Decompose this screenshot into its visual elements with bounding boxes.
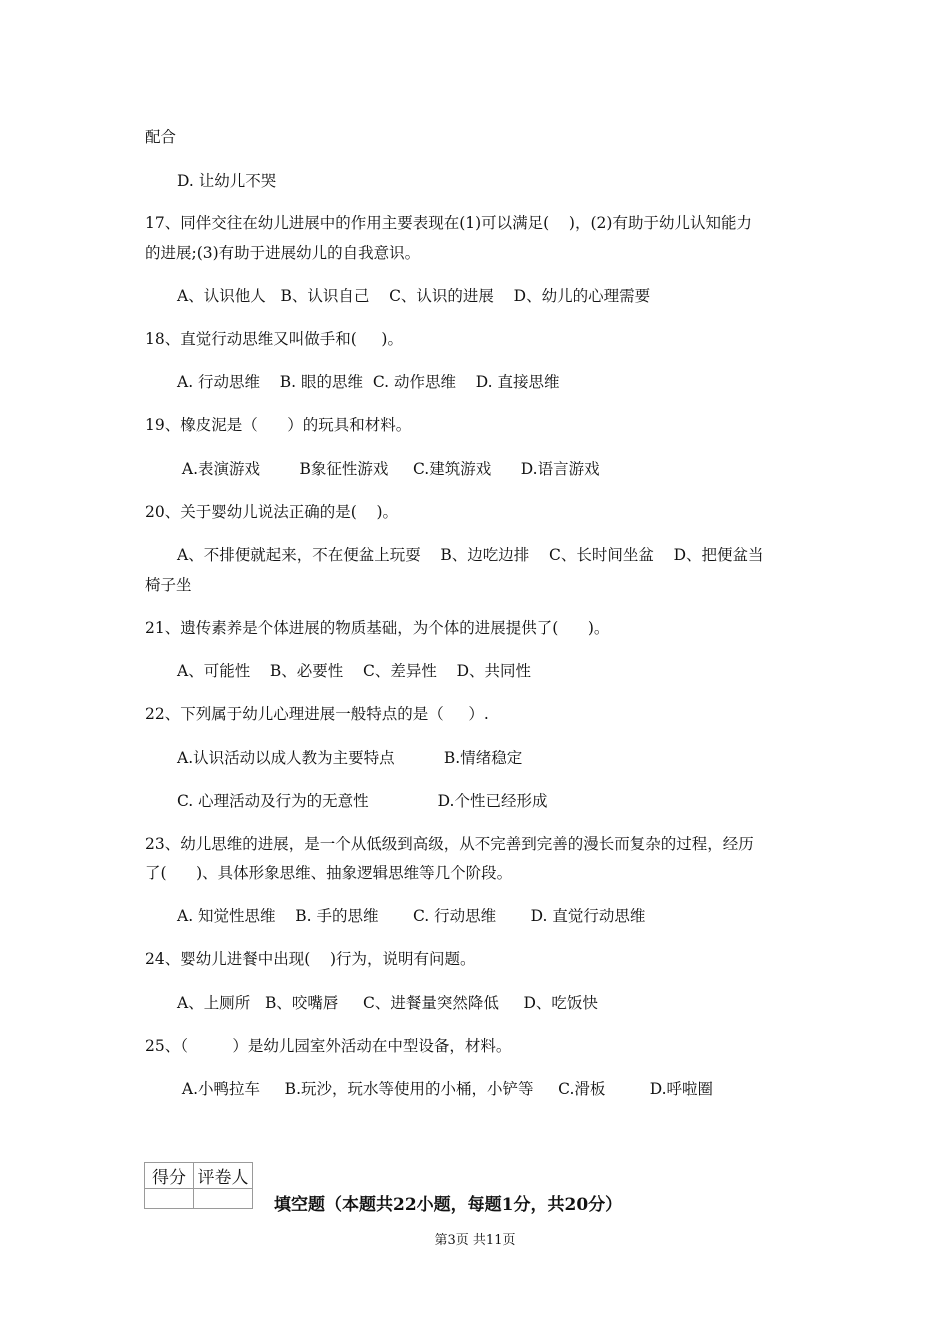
q23-stem-line2: 了( )、具体形象思维、抽象逻辑思维等几个阶段。 — [145, 864, 513, 882]
q21-options: A、可能性 B、必要性 C、差异性 D、共同性 — [177, 662, 531, 680]
q20-stem: 20、关于婴幼儿说法正确的是( )。 — [145, 503, 399, 521]
q20-options-line1: A、不排便就起来，不在便盆上玩耍 B、边吃边排 C、长时间坐盆 D、把便盆当 — [177, 546, 764, 564]
q17-stem-line2: 的进展;(3)有助于进展幼儿的自我意识。 — [145, 244, 421, 262]
page-footer: 第3页 共11页 — [434, 1233, 516, 1248]
q18-options: A. 行动思维 B. 眼的思维 C. 动作思维 D. 直接思维 — [177, 373, 560, 391]
grader-label: 评卷人 — [194, 1163, 253, 1189]
section-title: 填空题（本题共22小题，每题1分，共20分） — [274, 1195, 623, 1215]
q22-stem: 22、下列属于幼儿心理进展一般特点的是（ ）. — [145, 705, 489, 723]
q24-options: A、上厕所 B、咬嘴唇 C、进餐量突然降低 D、吃饭快 — [177, 994, 598, 1012]
q17-options: A、认识他人 B、认识自己 C、认识的进展 D、幼儿的心理需要 — [177, 287, 651, 305]
q19-options: A.表演游戏 B象征性游戏 C.建筑游戏 D.语言游戏 — [177, 460, 600, 478]
grader-cell — [194, 1189, 253, 1209]
q22-options-line1: A.认识活动以成人教为主要特点 B.情绪稳定 — [177, 749, 523, 767]
score-cell — [145, 1189, 194, 1209]
score-label: 得分 — [145, 1163, 194, 1189]
q19-stem: 19、橡皮泥是（ ）的玩具和材料。 — [145, 416, 412, 434]
q25-stem: 25、（ ）是幼儿园室外活动在中型设备，材料。 — [145, 1037, 512, 1055]
q24-stem: 24、婴幼儿进餐中出现( )行为，说明有问题。 — [145, 950, 476, 968]
q21-stem: 21、遗传素养是个体进展的物质基础，为个体的进展提供了( )。 — [145, 619, 610, 637]
text-line-continuation: 配合 — [145, 128, 177, 146]
q23-options: A. 知觉性思维 B. 手的思维 C. 行动思维 D. 直觉行动思维 — [177, 907, 646, 925]
q23-stem-line1: 23、幼儿思维的进展，是一个从低级到高级，从不完善到完善的漫长而复杂的过程，经历 — [145, 835, 754, 853]
q25-options: A.小鸭拉车 B.玩沙，玩水等使用的小桶，小铲等 C.滑板 D.呼啦圈 — [177, 1080, 714, 1098]
q17-stem-line1: 17、同伴交往在幼儿进展中的作用主要表现在(1)可以满足( )，(2)有助于幼儿认知能力 — [145, 214, 752, 232]
q22-options-line2: C. 心理活动及行为的无意性 D.个性已经形成 — [177, 792, 548, 810]
q18-stem: 18、直觉行动思维又叫做手和( )。 — [145, 330, 403, 348]
q20-options-line2: 椅子坐 — [145, 576, 192, 594]
score-box — [144, 1162, 253, 1209]
q16-option-d: D. 让幼儿不哭 — [177, 172, 277, 190]
